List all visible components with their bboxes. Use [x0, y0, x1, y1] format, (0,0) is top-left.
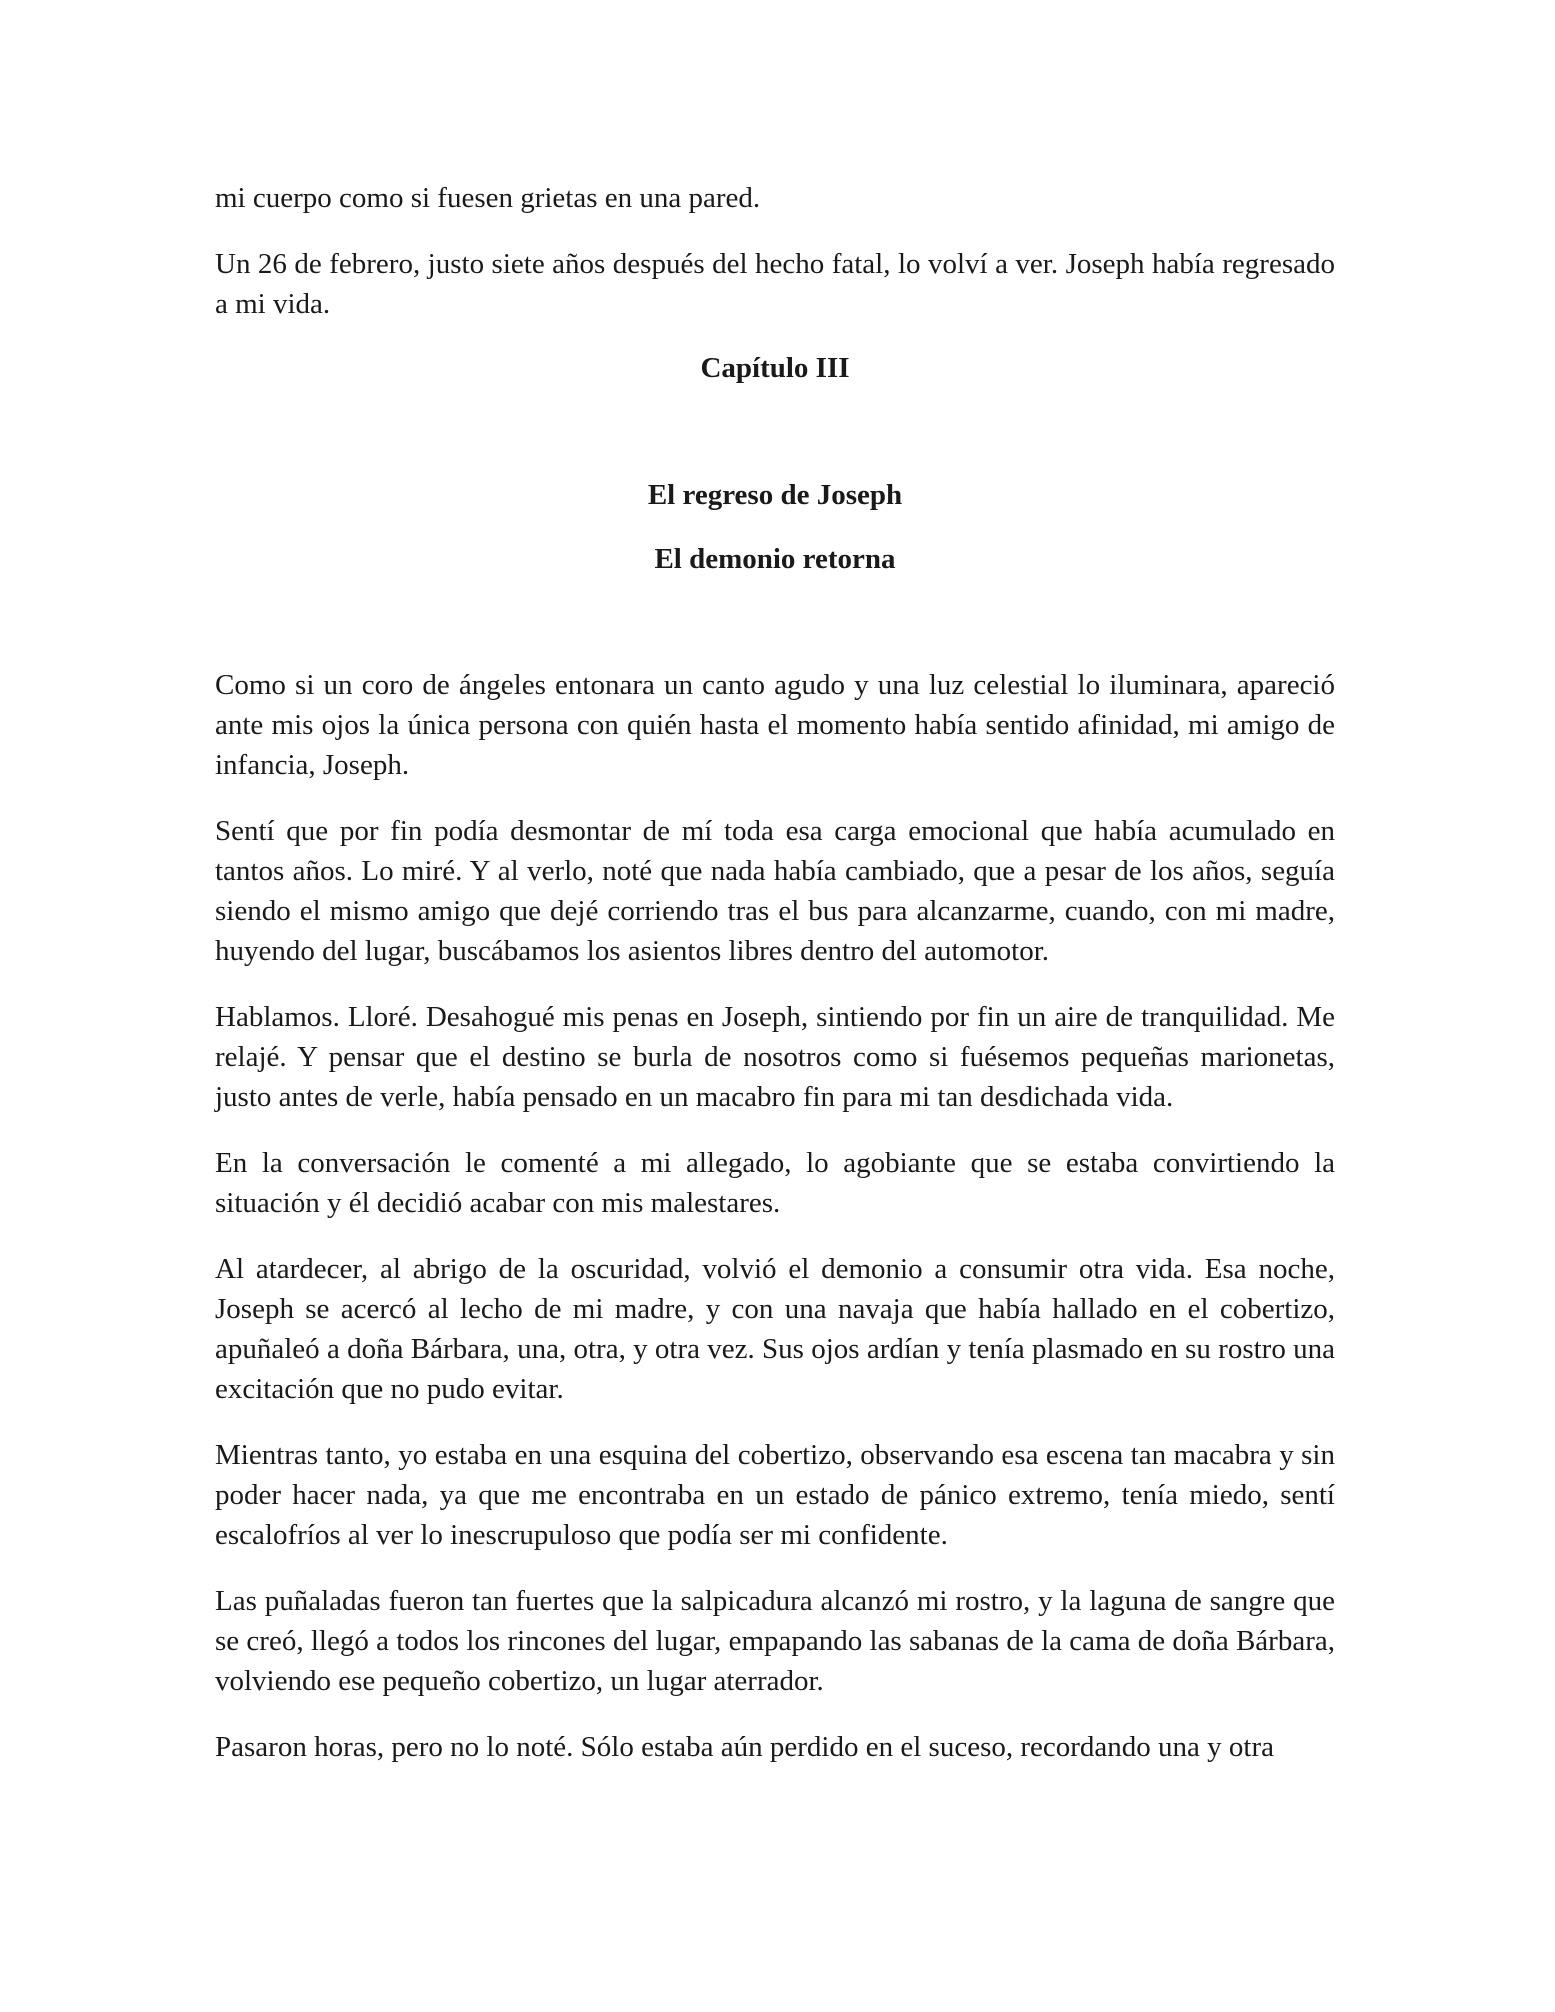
- paragraph-return: Un 26 de febrero, justo siete años después del hecho fatal, lo volví a ver. Joseph había regresado a mi vida.: [215, 248, 1335, 320]
- paragraph: Las puñaladas fueron tan fuertes que la salpicadura alcanzó mi rostro, y la laguna de sangre que se creó, llegó a todos los rincones del lugar, empapando las sabanas de la cama de doña Bárbara, volviendo ese pequeño cobertizo, un lugar aterrador.: [215, 1585, 1335, 1697]
- paragraph: Mientras tanto, yo estaba en una esquina del cobertizo, observando esa escena tan macabra y sin poder hacer nada, ya que me encontraba en un estado de pánico extremo, tenía miedo, sentí escalofríos al ver lo inescrupuloso que podía ser mi confidente.: [215, 1439, 1335, 1551]
- paragraph: Pasaron horas, pero no lo noté. Sólo estaba aún perdido en el suceso, recordando una y otra: [215, 1731, 1274, 1763]
- chapter-title: Capítulo III: [700, 352, 850, 384]
- paragraph: Hablamos. Lloré. Desahogué mis penas en Joseph, sintiendo por fin un aire de tranquilidad. Me relajé. Y pensar que el destino se burla de nosotros como si fuésemos pequeñas marionetas, justo antes de verle, había pensado en un macabro fin para mi tan desdichada vida.: [215, 1001, 1335, 1113]
- chapter-subtitle-secondary: El demonio retorna: [654, 543, 896, 575]
- text-column: [215, 178, 1335, 1767]
- paragraph: Sentí que por fin podía desmontar de mí toda esa carga emocional que había acumulado en tantos años. Lo miré. Y al verlo, noté que nada había cambiado, que a pesar de los años, seguía siendo el mismo amigo que dejé corriendo tras el bus para alcanzarme, cuando, con mi madre, huyendo del lugar, buscábamos los asientos libres dentro del automotor.: [215, 815, 1335, 967]
- paragraph: Como si un coro de ángeles entonara un canto agudo y una luz celestial lo iluminara, apareció ante mis ojos la única persona con quién hasta el momento había sentido afinidad, mi amigo de infancia, Joseph.: [215, 669, 1335, 781]
- paragraph: Al atardecer, al abrigo de la oscuridad, volvió el demonio a consumir otra vida. Esa noche, Joseph se acercó al lecho de mi madre, y con una navaja que había hallado en el cobertizo, apuñaleó a doña Bárbara, una, otra, y otra vez. Sus ojos ardían y tenía plasmado en su rostro una excitación que no pudo evitar.: [215, 1253, 1335, 1405]
- paragraph-continuation: mi cuerpo como si fuesen grietas en una pared.: [215, 182, 761, 214]
- paragraph: En la conversación le comenté a mi allegado, lo agobiante que se estaba convirtiendo la situación y él decidió acabar con mis malestares.: [215, 1147, 1335, 1219]
- chapter-subtitle: El regreso de Joseph: [647, 479, 903, 511]
